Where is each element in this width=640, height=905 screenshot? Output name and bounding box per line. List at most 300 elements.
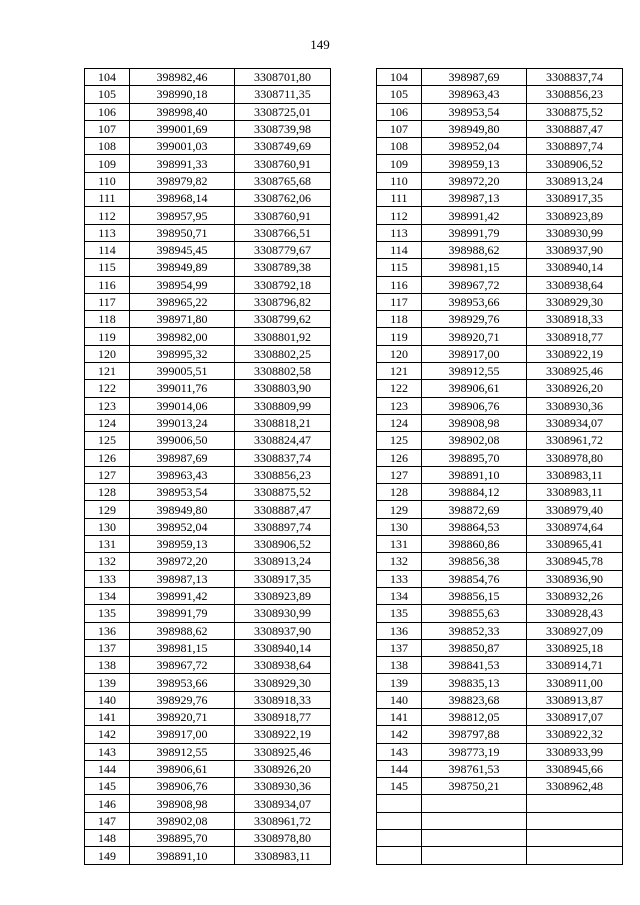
table-row (85, 708, 331, 725)
y-coordinate-cell: 3308760,91 (235, 207, 331, 224)
x-coordinate-cell: 399006,50 (130, 432, 235, 449)
point-number-cell: 104 (377, 69, 422, 86)
table-row (85, 743, 331, 760)
table-row (377, 414, 623, 431)
point-number-cell: 127 (85, 466, 130, 483)
table-row (377, 622, 623, 639)
point-number-cell: 109 (377, 155, 422, 172)
point-number-cell: 111 (377, 190, 422, 207)
x-coordinate-cell: 398917,00 (422, 345, 527, 362)
table-row (377, 691, 623, 708)
y-coordinate-cell: 3308922,19 (527, 345, 623, 362)
point-number-cell: 116 (377, 276, 422, 293)
x-coordinate-cell: 398945,45 (130, 241, 235, 258)
table-row (85, 224, 331, 241)
point-number-cell: 130 (85, 518, 130, 535)
x-coordinate-cell: 398972,20 (422, 172, 527, 189)
table-row (377, 449, 623, 466)
table-row (377, 259, 623, 276)
table-row (377, 293, 623, 310)
point-number-cell: 142 (377, 726, 422, 743)
table-row (85, 155, 331, 172)
point-number-cell: 140 (377, 691, 422, 708)
point-number-cell: 124 (85, 414, 130, 431)
table-row (377, 120, 623, 137)
y-coordinate-cell: 3308739,98 (235, 120, 331, 137)
x-coordinate-cell: 398998,40 (130, 103, 235, 120)
point-number-cell: 125 (377, 432, 422, 449)
table-row (85, 293, 331, 310)
y-coordinate-cell: 3308965,41 (527, 536, 623, 553)
y-coordinate-cell: 3308913,24 (235, 553, 331, 570)
point-number-cell: 109 (85, 155, 130, 172)
y-coordinate-cell: 3308875,52 (235, 484, 331, 501)
x-coordinate-cell: 398965,22 (130, 293, 235, 310)
table-row (377, 380, 623, 397)
table-row (85, 605, 331, 622)
point-number-cell: 129 (85, 501, 130, 518)
table-row (85, 657, 331, 674)
y-coordinate-cell (527, 795, 623, 812)
y-coordinate-cell: 3308922,19 (235, 726, 331, 743)
point-number-cell: 119 (377, 328, 422, 345)
point-number-cell: 105 (85, 86, 130, 103)
table-row (377, 155, 623, 172)
point-number-cell: 128 (377, 484, 422, 501)
y-coordinate-cell: 3308917,35 (235, 570, 331, 587)
point-number-cell (377, 812, 422, 829)
y-coordinate-cell: 3308711,35 (235, 86, 331, 103)
point-number-cell: 131 (377, 536, 422, 553)
x-coordinate-cell: 398991,33 (130, 155, 235, 172)
point-number-cell: 141 (377, 708, 422, 725)
table-row (85, 363, 331, 380)
y-coordinate-cell: 3308913,24 (527, 172, 623, 189)
x-coordinate-cell: 398750,21 (422, 778, 527, 795)
table-row (377, 276, 623, 293)
y-coordinate-cell: 3308930,99 (527, 224, 623, 241)
x-coordinate-cell: 398856,15 (422, 587, 527, 604)
y-coordinate-cell: 3308926,20 (527, 380, 623, 397)
point-number-cell: 108 (85, 138, 130, 155)
point-number-cell: 129 (377, 501, 422, 518)
y-coordinate-cell: 3308803,90 (235, 380, 331, 397)
x-coordinate-cell: 398864,53 (422, 518, 527, 535)
x-coordinate-cell: 398959,13 (422, 155, 527, 172)
y-coordinate-cell: 3308933,99 (527, 743, 623, 760)
x-coordinate-cell: 399014,06 (130, 397, 235, 414)
table-row (85, 795, 331, 812)
table-row (377, 778, 623, 795)
y-coordinate-cell: 3308824,47 (235, 432, 331, 449)
x-coordinate-cell: 398891,10 (130, 847, 235, 864)
table-row (85, 380, 331, 397)
point-number-cell: 136 (377, 622, 422, 639)
x-coordinate-cell: 399011,76 (130, 380, 235, 397)
point-number-cell: 123 (377, 397, 422, 414)
point-number-cell: 127 (377, 466, 422, 483)
x-coordinate-cell: 398906,61 (130, 760, 235, 777)
point-number-cell: 111 (85, 190, 130, 207)
table-row (85, 311, 331, 328)
table-row (377, 657, 623, 674)
table-row (377, 726, 623, 743)
table-row (377, 605, 623, 622)
point-number-cell: 130 (377, 518, 422, 535)
point-number-cell: 136 (85, 622, 130, 639)
x-coordinate-cell: 398967,72 (130, 657, 235, 674)
x-coordinate-cell: 398991,79 (130, 605, 235, 622)
point-number-cell: 134 (377, 587, 422, 604)
point-number-cell: 126 (377, 449, 422, 466)
point-number-cell: 123 (85, 397, 130, 414)
y-coordinate-cell: 3308789,38 (235, 259, 331, 276)
x-coordinate-cell: 398972,20 (130, 553, 235, 570)
point-number-cell: 108 (377, 138, 422, 155)
x-coordinate-cell: 398957,95 (130, 207, 235, 224)
table-row (85, 449, 331, 466)
table-row (377, 847, 623, 864)
x-coordinate-cell: 398995,32 (130, 345, 235, 362)
x-coordinate-cell: 398917,00 (130, 726, 235, 743)
table-row (377, 138, 623, 155)
y-coordinate-cell: 3308762,06 (235, 190, 331, 207)
point-number-cell: 122 (377, 380, 422, 397)
point-number-cell: 143 (85, 743, 130, 760)
point-number-cell (377, 847, 422, 864)
point-number-cell: 125 (85, 432, 130, 449)
table-row (377, 69, 623, 86)
y-coordinate-cell: 3308906,52 (527, 155, 623, 172)
y-coordinate-cell: 3308765,68 (235, 172, 331, 189)
table-row (85, 760, 331, 777)
point-number-cell: 115 (377, 259, 422, 276)
table-row (377, 190, 623, 207)
coordinates-table-left (84, 68, 331, 865)
y-coordinate-cell: 3308923,89 (235, 587, 331, 604)
point-number-cell: 146 (85, 795, 130, 812)
x-coordinate-cell: 398950,71 (130, 224, 235, 241)
x-coordinate-cell: 398912,55 (422, 363, 527, 380)
y-coordinate-cell: 3308918,33 (235, 691, 331, 708)
y-coordinate-cell: 3308875,52 (527, 103, 623, 120)
point-number-cell: 137 (85, 639, 130, 656)
point-number-cell: 115 (85, 259, 130, 276)
point-number-cell (377, 830, 422, 847)
table-row (377, 830, 623, 847)
y-coordinate-cell: 3308856,23 (235, 466, 331, 483)
y-coordinate-cell: 3308918,77 (235, 708, 331, 725)
table-row (85, 484, 331, 501)
x-coordinate-cell: 398954,99 (130, 276, 235, 293)
y-coordinate-cell: 3308918,33 (527, 311, 623, 328)
y-coordinate-cell: 3308766,51 (235, 224, 331, 241)
x-coordinate-cell: 398987,13 (130, 570, 235, 587)
table-row (377, 639, 623, 656)
table-row (377, 103, 623, 120)
table-row (377, 743, 623, 760)
table-row (377, 570, 623, 587)
y-coordinate-cell: 3308929,30 (235, 674, 331, 691)
point-number-cell: 126 (85, 449, 130, 466)
x-coordinate-cell: 398991,42 (130, 587, 235, 604)
table-row (85, 587, 331, 604)
table-row (85, 69, 331, 86)
table-row (85, 622, 331, 639)
x-coordinate-cell: 398982,46 (130, 69, 235, 86)
x-coordinate-cell: 398963,43 (422, 86, 527, 103)
x-coordinate-cell: 398971,80 (130, 311, 235, 328)
y-coordinate-cell: 3308936,90 (527, 570, 623, 587)
x-coordinate-cell: 398895,70 (422, 449, 527, 466)
y-coordinate-cell: 3308925,18 (527, 639, 623, 656)
point-number-cell: 149 (85, 847, 130, 864)
x-coordinate-cell: 398872,69 (422, 501, 527, 518)
y-coordinate-cell: 3308923,89 (527, 207, 623, 224)
table-row (85, 120, 331, 137)
y-coordinate-cell: 3308897,74 (235, 518, 331, 535)
table-row (85, 812, 331, 829)
x-coordinate-cell: 398953,54 (130, 484, 235, 501)
point-number-cell: 107 (85, 120, 130, 137)
y-coordinate-cell: 3308945,78 (527, 553, 623, 570)
x-coordinate-cell: 398902,08 (130, 812, 235, 829)
point-number-cell (377, 795, 422, 812)
y-coordinate-cell (527, 830, 623, 847)
y-coordinate-cell: 3308934,07 (527, 414, 623, 431)
table-row (377, 518, 623, 535)
y-coordinate-cell: 3308802,25 (235, 345, 331, 362)
y-coordinate-cell: 3308940,14 (235, 639, 331, 656)
coordinates-table-right (376, 68, 623, 865)
table-row (377, 466, 623, 483)
y-coordinate-cell: 3308978,80 (527, 449, 623, 466)
y-coordinate-cell: 3308802,58 (235, 363, 331, 380)
y-coordinate-cell: 3308725,01 (235, 103, 331, 120)
x-coordinate-cell (422, 812, 527, 829)
x-coordinate-cell: 398852,33 (422, 622, 527, 639)
y-coordinate-cell: 3308926,20 (235, 760, 331, 777)
point-number-cell: 106 (85, 103, 130, 120)
y-coordinate-cell: 3308945,66 (527, 760, 623, 777)
y-coordinate-cell: 3308792,18 (235, 276, 331, 293)
x-coordinate-cell: 398959,13 (130, 536, 235, 553)
x-coordinate-cell: 398761,53 (422, 760, 527, 777)
x-coordinate-cell: 399001,69 (130, 120, 235, 137)
x-coordinate-cell (422, 847, 527, 864)
table-row (85, 190, 331, 207)
x-coordinate-cell: 398991,42 (422, 207, 527, 224)
x-coordinate-cell: 398987,69 (422, 69, 527, 86)
y-coordinate-cell: 3308961,72 (527, 432, 623, 449)
y-coordinate-cell: 3308930,36 (235, 778, 331, 795)
y-coordinate-cell: 3308979,40 (527, 501, 623, 518)
page-number: 149 (310, 37, 330, 52)
point-number-cell: 121 (377, 363, 422, 380)
point-number-cell: 118 (85, 311, 130, 328)
point-number-cell: 148 (85, 830, 130, 847)
point-number-cell: 140 (85, 691, 130, 708)
point-number-cell: 122 (85, 380, 130, 397)
point-number-cell: 112 (85, 207, 130, 224)
point-number-cell: 119 (85, 328, 130, 345)
point-number-cell: 135 (85, 605, 130, 622)
table-row (85, 397, 331, 414)
table-row (377, 587, 623, 604)
y-coordinate-cell: 3308962,48 (527, 778, 623, 795)
point-number-cell: 147 (85, 812, 130, 829)
y-coordinate-cell (527, 847, 623, 864)
y-coordinate-cell: 3308917,35 (527, 190, 623, 207)
table-row (377, 553, 623, 570)
table-row (377, 328, 623, 345)
point-number-cell: 145 (85, 778, 130, 795)
y-coordinate-cell: 3308930,36 (527, 397, 623, 414)
table-row (85, 847, 331, 864)
x-coordinate-cell: 399001,03 (130, 138, 235, 155)
point-number-cell: 145 (377, 778, 422, 795)
x-coordinate-cell: 398968,14 (130, 190, 235, 207)
x-coordinate-cell: 398991,79 (422, 224, 527, 241)
point-number-cell: 120 (377, 345, 422, 362)
x-coordinate-cell: 398952,04 (130, 518, 235, 535)
table-row (85, 138, 331, 155)
x-coordinate-cell: 398949,80 (130, 501, 235, 518)
point-number-cell: 142 (85, 726, 130, 743)
table-row (85, 501, 331, 518)
y-coordinate-cell: 3308932,26 (527, 587, 623, 604)
x-coordinate-cell: 398981,15 (130, 639, 235, 656)
y-coordinate-cell: 3308818,21 (235, 414, 331, 431)
point-number-cell: 118 (377, 311, 422, 328)
point-number-cell: 106 (377, 103, 422, 120)
x-coordinate-cell: 398902,08 (422, 432, 527, 449)
table-row (85, 259, 331, 276)
y-coordinate-cell: 3308799,62 (235, 311, 331, 328)
y-coordinate-cell: 3308897,74 (527, 138, 623, 155)
table-row (85, 328, 331, 345)
point-number-cell: 139 (85, 674, 130, 691)
x-coordinate-cell: 398895,70 (130, 830, 235, 847)
x-coordinate-cell: 398949,89 (130, 259, 235, 276)
x-coordinate-cell: 398982,00 (130, 328, 235, 345)
table-row (85, 86, 331, 103)
x-coordinate-cell: 398906,76 (422, 397, 527, 414)
y-coordinate-cell: 3308983,11 (527, 466, 623, 483)
y-coordinate-cell: 3308929,30 (527, 293, 623, 310)
point-number-cell: 107 (377, 120, 422, 137)
y-coordinate-cell: 3308940,14 (527, 259, 623, 276)
y-coordinate-cell: 3308779,67 (235, 241, 331, 258)
table-row (377, 760, 623, 777)
table-row (85, 570, 331, 587)
x-coordinate-cell: 398891,10 (422, 466, 527, 483)
y-coordinate-cell: 3308983,11 (235, 847, 331, 864)
point-number-cell: 113 (377, 224, 422, 241)
y-coordinate-cell: 3308913,87 (527, 691, 623, 708)
x-coordinate-cell: 398953,54 (422, 103, 527, 120)
table-row (377, 812, 623, 829)
y-coordinate-cell: 3308925,46 (527, 363, 623, 380)
point-number-cell: 117 (377, 293, 422, 310)
y-coordinate-cell: 3308983,11 (527, 484, 623, 501)
point-number-cell: 128 (85, 484, 130, 501)
x-coordinate-cell: 398835,13 (422, 674, 527, 691)
table-row (377, 501, 623, 518)
point-number-cell: 117 (85, 293, 130, 310)
table-row (377, 345, 623, 362)
point-number-cell: 139 (377, 674, 422, 691)
point-number-cell: 143 (377, 743, 422, 760)
y-coordinate-cell: 3308930,99 (235, 605, 331, 622)
table-row (377, 708, 623, 725)
x-coordinate-cell: 398912,55 (130, 743, 235, 760)
y-coordinate-cell: 3308809,99 (235, 397, 331, 414)
point-number-cell: 116 (85, 276, 130, 293)
y-coordinate-cell: 3308906,52 (235, 536, 331, 553)
y-coordinate-cell: 3308917,07 (527, 708, 623, 725)
x-coordinate-cell: 398987,69 (130, 449, 235, 466)
x-coordinate-cell: 398850,87 (422, 639, 527, 656)
table-row (377, 207, 623, 224)
point-number-cell: 114 (85, 241, 130, 258)
point-number-cell: 110 (377, 172, 422, 189)
point-number-cell: 120 (85, 345, 130, 362)
point-number-cell: 121 (85, 363, 130, 380)
point-number-cell: 110 (85, 172, 130, 189)
y-coordinate-cell: 3308701,80 (235, 69, 331, 86)
y-coordinate-cell: 3308978,80 (235, 830, 331, 847)
x-coordinate-cell: 398855,63 (422, 605, 527, 622)
y-coordinate-cell: 3308914,71 (527, 657, 623, 674)
x-coordinate-cell: 398856,38 (422, 553, 527, 570)
table-row (377, 674, 623, 691)
table-row (377, 363, 623, 380)
x-coordinate-cell: 398967,72 (422, 276, 527, 293)
x-coordinate-cell: 398949,80 (422, 120, 527, 137)
table-row (85, 536, 331, 553)
x-coordinate-cell: 398797,88 (422, 726, 527, 743)
x-coordinate-cell: 398929,76 (422, 311, 527, 328)
point-number-cell: 137 (377, 639, 422, 656)
y-coordinate-cell: 3308937,90 (235, 622, 331, 639)
table-row (85, 172, 331, 189)
table-row (377, 224, 623, 241)
y-coordinate-cell: 3308938,64 (235, 657, 331, 674)
table-row (377, 311, 623, 328)
table-row (85, 103, 331, 120)
point-number-cell: 133 (377, 570, 422, 587)
point-number-cell: 138 (85, 657, 130, 674)
table-row (377, 432, 623, 449)
point-number-cell: 112 (377, 207, 422, 224)
table-row (85, 518, 331, 535)
y-coordinate-cell: 3308837,74 (235, 449, 331, 466)
table-row (377, 241, 623, 258)
y-coordinate-cell: 3308760,91 (235, 155, 331, 172)
x-coordinate-cell: 398920,71 (130, 708, 235, 725)
y-coordinate-cell: 3308749,69 (235, 138, 331, 155)
table-row (85, 830, 331, 847)
table-row (85, 466, 331, 483)
point-number-cell: 141 (85, 708, 130, 725)
y-coordinate-cell: 3308961,72 (235, 812, 331, 829)
point-number-cell: 132 (377, 553, 422, 570)
point-number-cell: 105 (377, 86, 422, 103)
x-coordinate-cell: 398988,62 (130, 622, 235, 639)
x-coordinate-cell: 399005,51 (130, 363, 235, 380)
x-coordinate-cell: 398823,68 (422, 691, 527, 708)
